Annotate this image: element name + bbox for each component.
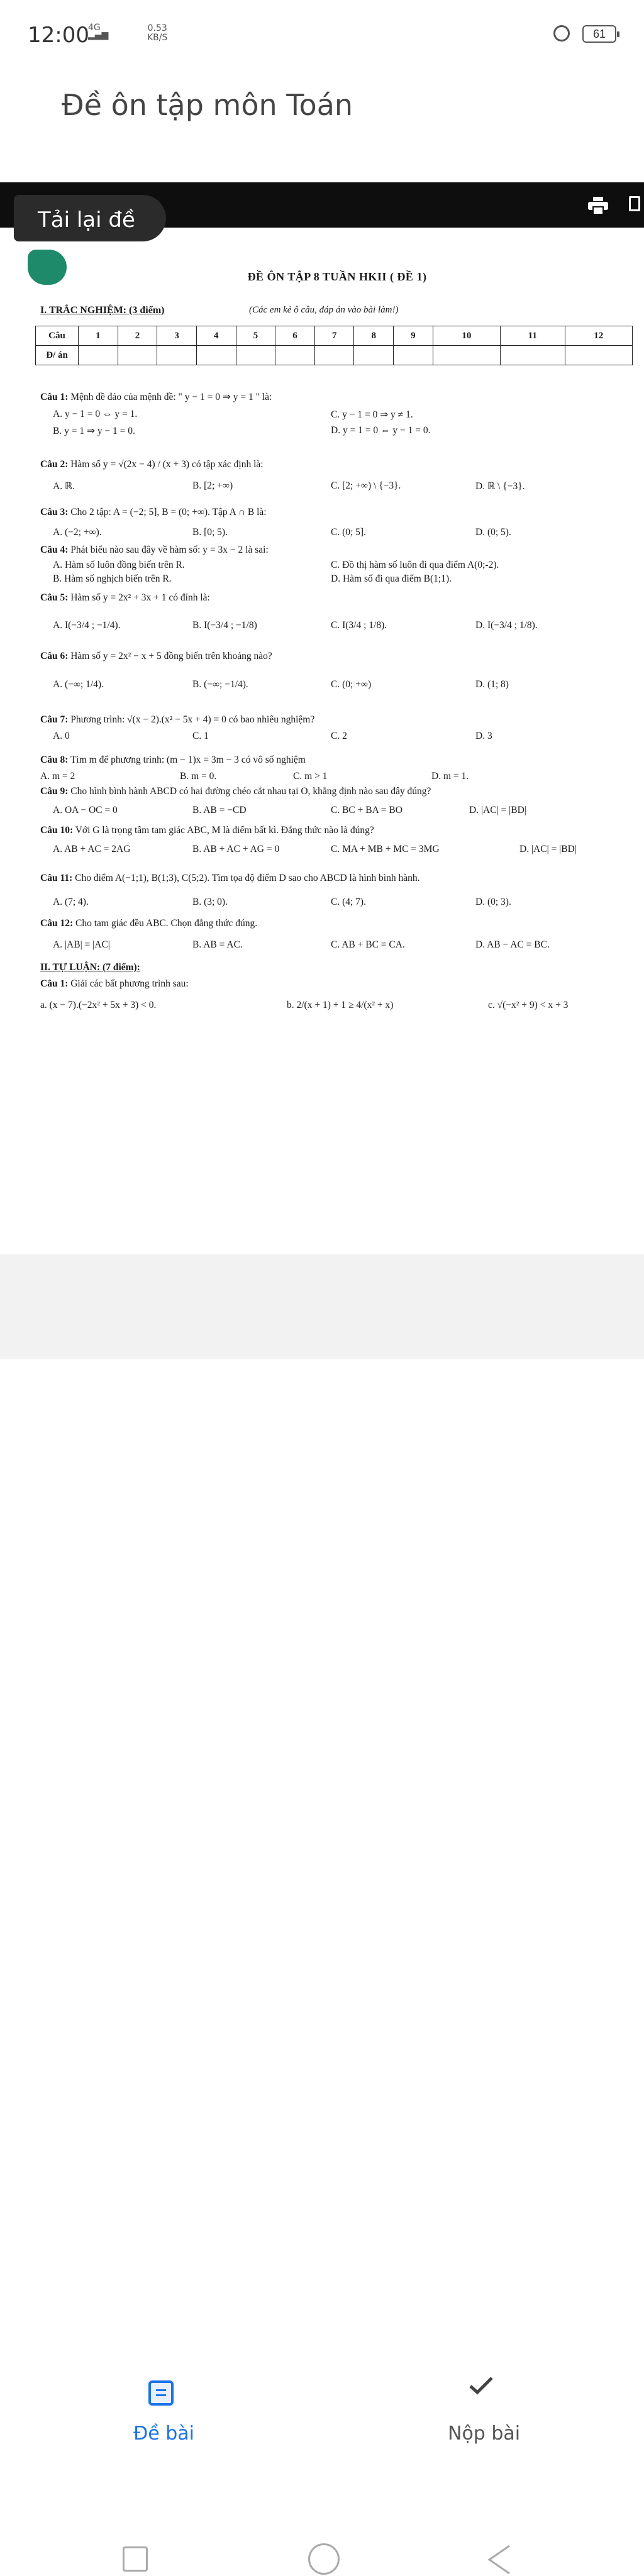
table-cell: 1 [79, 326, 118, 346]
document-icon[interactable] [148, 2380, 174, 2406]
table-cell: 8 [354, 326, 394, 346]
system-navigation-bar [0, 1254, 644, 1359]
battery-icon [582, 25, 616, 43]
option: A. (7; 4). [53, 897, 89, 907]
table-cell: 12 [565, 326, 632, 346]
option: C. Đồ thị hàm số luôn đi qua điểm A(0;-2). [331, 560, 499, 570]
status-time: 12:00 [28, 23, 89, 48]
question-3: Câu 3: Cho 2 tập: A = (−2; 5], B = (0; +∞). Tập A ∩ B là: [40, 507, 267, 517]
essay-item-a: a. (x − 7).(−2x² + 5x + 3) < 0. [40, 1000, 157, 1010]
network-type: 4G [88, 23, 101, 33]
battery-level: 61 [592, 28, 606, 40]
question-8: Câu 8: Tìm m để phương trình: (m − 1)x = 3m − 3 có vô số nghiệm [40, 755, 306, 765]
table-cell: 4 [196, 326, 236, 346]
answer-table [35, 326, 633, 365]
table-cell: 5 [236, 326, 275, 346]
printer-icon[interactable] [588, 197, 608, 214]
option: A. Hàm số luôn đồng biến trên R. [53, 560, 185, 570]
essay-item-c: c. √(−x² + 9) < x + 3 [488, 1000, 569, 1010]
option: B. AB = AC. [192, 939, 243, 950]
network-speed [147, 24, 167, 43]
question-11: Câu 11: Cho điểm A(−1;1), B(1;3), C(5;2). Tìm tọa độ điểm D sao cho ABCD là hình bình hành. [40, 873, 420, 883]
option: A. I(−3/4 ; −1/4). [53, 620, 121, 631]
option: A. |AB| = |AC| [53, 939, 110, 950]
option: C. AB + BC = CA. [331, 939, 405, 950]
question-4: Câu 4: Phát biểu nào sau đây về hàm số: y = 3x − 2 là sai: [40, 544, 269, 555]
table-header-cell: Đ/ án [36, 346, 79, 365]
option: C. (4; 7). [331, 897, 366, 907]
option: B. AB + AC + AG = 0 [192, 844, 280, 854]
question-6: Câu 6: Hàm số y = 2x² − x + 5 đồng biến trên khoảng nào? [40, 651, 272, 661]
option: D. I(−3/4 ; 1/8). [475, 620, 538, 631]
home-button[interactable] [308, 2543, 340, 2575]
status-bar [0, 0, 644, 69]
essay-question-1: Câu 1: Giải các bất phương trình sau: [40, 978, 189, 989]
option: A. (−∞; 1/4). [53, 679, 104, 690]
option: D. AB − AC = BC. [475, 939, 550, 950]
table-cell: 11 [501, 326, 565, 346]
option: D. |AC| = |BD| [469, 805, 526, 815]
option: B. m = 0. [180, 771, 217, 782]
table-cell: 3 [157, 326, 197, 346]
option: A. (−2; +∞). [53, 527, 102, 538]
option: D. ℝ \ {−3}. [475, 481, 525, 492]
question-12: Câu 12: Cho tam giác đều ABC. Chọn đẳng thức đúng. [40, 918, 258, 929]
option: A. m = 2 [40, 771, 75, 782]
question-10: Câu 10: Với G là trọng tâm tam giác ABC, M là điểm bất kì. Đẳng thức nào là đúng? [40, 825, 374, 836]
option: B. Hàm số nghịch biến trên R. [53, 573, 172, 584]
section-heading: I. TRẮC NGHIỆM: (3 điểm) [40, 305, 165, 316]
back-button[interactable] [484, 2543, 516, 2576]
reload-button[interactable]: Tải lại đề [14, 195, 166, 241]
speed-value: 0.53 [147, 23, 167, 33]
question-5: Câu 5: Hàm số y = 2x² + 3x + 1 có đỉnh là: [40, 592, 210, 603]
essay-item-b: b. 2/(x + 1) + 1 ≥ 4/(x² + x) [287, 1000, 394, 1010]
option: C. I(3/4 ; 1/8). [331, 620, 387, 631]
option: B. AB = −CD [192, 805, 247, 815]
panel-icon[interactable] [629, 196, 640, 211]
option: B. (−∞; −1/4). [192, 679, 248, 690]
tab-de-bai[interactable]: Đề bài [133, 2423, 195, 2445]
option: C. [2; +∞) \ {−3}. [331, 480, 401, 491]
option: B. [2; +∞) [192, 480, 233, 491]
table-cell: 6 [275, 326, 315, 346]
question-7: Câu 7: Phương trình: √(x − 2).(x² − 5x + 4) = 0 có bao nhiêu nghiệm? [40, 714, 315, 725]
table-cell: 9 [394, 326, 433, 346]
option: C. y − 1 = 0 ⇒ y ≠ 1. [331, 409, 413, 420]
option: D. (0; 5). [475, 527, 511, 538]
option: B. (3; 0). [192, 897, 228, 907]
option: D. y = 1 = 0 ⇔ y − 1 = 0. [331, 425, 431, 436]
question-1: Câu 1: Mệnh đề đảo của mệnh đề: " y − 1 = 0 ⇒ y = 1 " là: [40, 392, 272, 402]
option: A. 0 [53, 731, 70, 741]
option: C. BC + BA = BO [331, 805, 402, 815]
option: C. (0; 5]. [331, 527, 366, 538]
option: C. MA + MB + MC = 3MG [331, 844, 440, 854]
question-9: Câu 9: Cho hình bình hành ABCD có hai đường chéo cắt nhau tại O, khẳng định nào sau đây đúng? [40, 786, 431, 797]
option: D. 3 [475, 731, 492, 741]
option: D. (0; 3). [475, 897, 511, 907]
option: C. (0; +∞) [331, 679, 372, 690]
option: A. y − 1 = 0 ⇔ y = 1. [53, 409, 138, 419]
table-row [36, 346, 633, 365]
section-note: (Các em kẻ ô câu, đáp án vào bài làm!) [249, 305, 399, 315]
option: C. 2 [331, 731, 347, 741]
option: A. OA − OC = 0 [53, 805, 118, 815]
exam-document [35, 270, 639, 1151]
option: B. I(−3/4 ; −1/8) [192, 620, 257, 631]
option: D. |AC| = |BD| [519, 844, 577, 854]
bottom-navigation [0, 1179, 644, 2445]
option: A. AB + AC = 2AG [53, 844, 131, 854]
table-cell: 2 [118, 326, 157, 346]
table-header-cell: Câu [36, 326, 79, 346]
table-row [36, 326, 633, 346]
option: C. 1 [192, 731, 209, 741]
tab-nop-bai[interactable]: Nộp bài [448, 2423, 521, 2445]
page-title: Đề ôn tập môn Toán [62, 88, 353, 122]
speed-unit: KB/S [147, 33, 168, 43]
table-cell: 7 [314, 326, 354, 346]
option: A. ℝ. [53, 481, 75, 492]
question-2: Câu 2: Hàm số y = √(2x − 4) / (x + 3) có tập xác định là: [40, 459, 264, 470]
option: D. m = 1. [431, 771, 469, 782]
check-icon[interactable] [469, 2375, 494, 2396]
alarm-icon [553, 25, 570, 41]
option: D. (1; 8) [475, 679, 509, 690]
recent-apps-button[interactable] [123, 2546, 148, 2572]
document-title: ĐỀ ÔN TẬP 8 TUẦN HKII ( ĐỀ 1) [247, 270, 427, 283]
table-cell: 10 [433, 326, 500, 346]
signal-icon: 4G ▂▄▆ [88, 23, 109, 40]
option: B. y = 1 ⇒ y − 1 = 0. [53, 426, 135, 436]
option: D. Hàm số đi qua điểm B(1;1). [331, 573, 452, 584]
option: B. [0; 5). [192, 527, 228, 538]
option: C. m > 1 [293, 771, 328, 782]
section-heading: II. TỰ LUẬN: (7 điểm): [40, 962, 140, 973]
